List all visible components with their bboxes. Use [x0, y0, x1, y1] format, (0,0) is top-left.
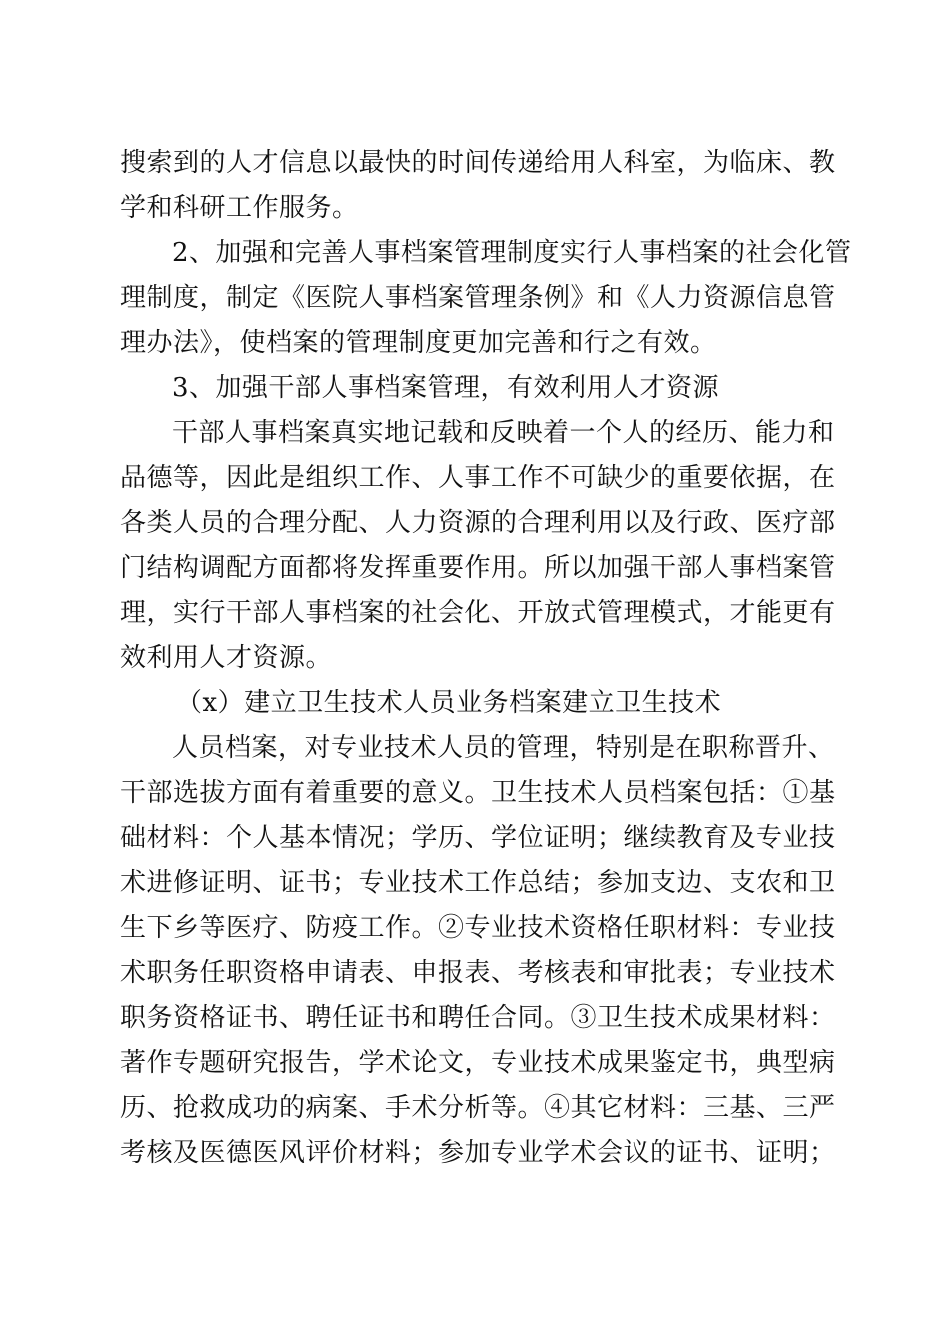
paragraph-line: 职务资格证书、聘任证书和聘任合同。③卫生技术成果材料：	[120, 1003, 836, 1033]
paragraph-line: 干部选拔方面有着重要的意义。卫生技术人员档案包括：①基	[120, 778, 836, 808]
section-heading-line: 2、加强和完善人事档案管理制度实行人事档案的社会化管	[172, 238, 852, 268]
paragraph-line: 理办法》，使档案的管理制度更加完善和行之有效。	[120, 328, 717, 358]
paragraph-line: 术职务任职资格申请表、申报表、考核表和审批表；专业技术	[120, 958, 836, 988]
paragraph-line: 术进修证明、证书；专业技术工作总结；参加支边、支农和卫	[120, 868, 836, 898]
paragraph-line: 人员档案，对专业技术人员的管理，特别是在职称晋升、	[172, 733, 835, 763]
paragraph-line: 考核及医德医风评价材料；参加专业学术会议的证书、证明；	[120, 1138, 836, 1168]
paragraph-line: 理制度，制定《医院人事档案管理条例》和《人力资源信息管	[120, 283, 836, 313]
paragraph-line: 学和科研工作服务。	[120, 193, 359, 223]
paragraph-line: 门结构调配方面都将发挥重要作用。所以加强干部人事档案管	[120, 553, 836, 583]
paragraph-line: 生下乡等医疗、防疫工作。②专业技术资格任职材料：专业技	[120, 913, 836, 943]
paragraph-line: 效利用人才资源。	[120, 643, 333, 673]
paragraph-line: 各类人员的合理分配、人力资源的合理利用以及行政、医疗部	[120, 508, 836, 538]
paragraph-line: 搜索到的人才信息以最快的时间传递给用人科室，为临床、教	[120, 148, 836, 178]
paragraph-line: 历、抢救成功的病案、手术分析等。④其它材料：三基、三严	[120, 1093, 836, 1123]
paragraph-line: 础材料：个人基本情况；学历、学位证明；继续教育及专业技	[120, 823, 836, 853]
paragraph-line: 品德等，因此是组织工作、人事工作不可缺少的重要依据，在	[120, 463, 836, 493]
paragraph-line: 干部人事档案真实地记载和反映着一个人的经历、能力和	[172, 418, 835, 448]
section-heading-line: （x）建立卫生技术人员业务档案建立卫生技术	[176, 688, 722, 718]
paragraph-line: 著作专题研究报告，学术论文，专业技术成果鉴定书，典型病	[120, 1048, 836, 1078]
section-heading-line: 3、加强干部人事档案管理，有效利用人才资源	[172, 373, 720, 403]
paragraph-line: 理，实行干部人事档案的社会化、开放式管理模式，才能更有	[120, 598, 836, 628]
